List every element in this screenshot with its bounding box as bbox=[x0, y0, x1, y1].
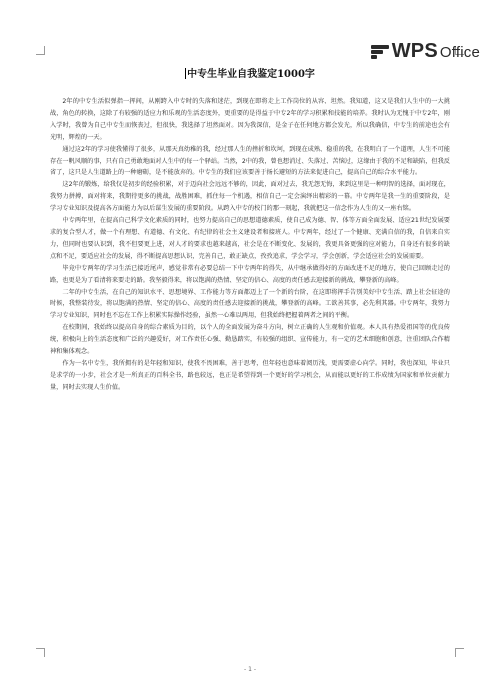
paragraph-3: 这2年的锻炼，给我仅是初步的经验积累，对于迈向社会远远不够的，因此，面对过去，我无怨无悔，来到这里是一种明智的选择，面对现在，我努力拼搏，面对将来，我期待更多的挑战，战胜困难，抓住每一个机遇，相信自己一定会演绎出精彩的一幕。中专两年是我一生的重要阶段，是学习专业知识及提高各方面能力为以后谋生发展的重要阶段。从跨入中专的校门的那一刻起，我就把这一信念作为人生的又一座右铭。 bbox=[50, 181, 450, 213]
logo-text bbox=[392, 40, 480, 63]
paragraph-1: 2年的中专生活似弹指一挥间，从刚跨入中专时的失落和迷茫，到现在即将走上工作岗位的从容、坦然。我知道，这又是我们人生中的一大挑战，角色的转换，这除了有较强的适应力和乐观的生活态度外，更重要的是得益于中专2年的学习积累和技能的培养。我时认为无愧于中专2年，刚入学时，我曾为自己中专生而恢丧过，但很快，我选择了坦然面对。因为我深信，是金子在任何地方都会发光，所以我确信，中专生的前途也会有光明，辉煌的一天。 bbox=[50, 98, 450, 141]
document-title[interactable]: 中专生毕业自我鉴定1000字 bbox=[187, 69, 315, 80]
document-title-line bbox=[0, 65, 500, 80]
crop-mark-top-left bbox=[36, 46, 45, 55]
crop-mark-bottom-left bbox=[36, 648, 45, 657]
text-cursor bbox=[185, 68, 186, 79]
paragraph-5: 毕竟中专两年的学习生活已接近尾声，感觉非常有必要总结一下中专两年的得失，从中继承做得好的方面改进不足的地方，使自己回顾走过的路，也更是为了看清将来要走的路。我坚毅得来，将以饱满的热情、坚定的信心、高度的责任感去迎接新的挑战，攀登新的高峰。 bbox=[50, 264, 450, 284]
paragraph-2: 通过这2年的学习使我懂得了很多，从那天真幼稚的我，经过那人生的挫折和坎坷，到现在成熟、稳重的我，在我明白了一个道理，人生不可能存在一帆风顺的事，只有自己勇敢地面对人生中的每一个驿站。当然，2中的我，曾也想消过、失落过、苦恼过，这缘由于我的不足和缺陷，但我反省了，这只是人生道路上的一种磨砺，是不能放弃的。中专生的我们应该要善于扬长避短的方法来促进自己，提高自己的综合水平能力。 bbox=[50, 145, 450, 177]
logo-brand: WPS bbox=[391, 40, 438, 62]
paragraph-4: 中专两年里，在提高自己科学文化素质的同时，也努力提高自己的思想道德素质，使自己成为德、智、体等方面全面发展、适应21世纪发展要求的复合型人才，做一个有理想、有道德、有文化、有纪律的社会主义建设者和接班人。中专两年，经过了一个健康、充满自信的我，自信来自实力，但同时也要认识到，我不但要更上进，对人才的要求也越来越高，社会是在不断变化、发展的，我更具备更强的应对能力，自身还有很多的缺点和不足，要适应社会的发展，得不断提高思想认识，完善自己，敢正缺点，孜孜追求，学会学习，学会创新，学会适应社会的发展需要。 bbox=[50, 217, 450, 260]
wps-logo-icon bbox=[371, 45, 389, 59]
paragraph-8: 作为一名中专生，我所拥有的是年轻和知识，使我不畏困难，善于思考，但年轻也意味着阅历浅，更需要虚心向学。同时，我也深知，毕业只是求学的一小步，社会才是一所真正的百科全书，路也较远，也正是希望得到一个更好的学习机会，从而能以更好的工作成绩为国家和单位贡献力量，同时去实现人生价值。 bbox=[50, 359, 450, 391]
page-number: - 1 - bbox=[244, 666, 256, 673]
paragraph-6: 二年的中专生活，在自己的知识水平、思想境界、工作能力等方面都迈上了一个新的台阶，在这即将挥手告别美好中专生活、踏上社会征途的时候，我整装待发，将以饱满的热情、坚定的信心、高度的责任感去迎接新的挑战，攀登新的高峰。工欲善其事，必先利其器。中专两年，我努力学习专业知识，同时也不忘在工作上积累实际操作经验，虽然一心难以两用，但我始终把握着两者之间的平衡。 bbox=[50, 288, 450, 320]
logo-suffix: Office bbox=[439, 44, 480, 61]
paragraph-7: 在校期间，我始终以提高自身的综合素质为目的，以个人的全面发展为奋斗方向，树立正确的人生观和价值观。本人具有热爱祖国等的优良传统，积极向上的生活态度和广泛的兴趣爱好，对工作责任心强、勤恳踏实，有较强的组织、宣传能力，有一定的艺术细胞和创意，注重团队合作精神和集体观念。 bbox=[50, 324, 450, 356]
wps-office-logo bbox=[371, 40, 480, 63]
document-body[interactable] bbox=[50, 96, 450, 662]
crop-mark-bottom-right bbox=[455, 648, 464, 657]
